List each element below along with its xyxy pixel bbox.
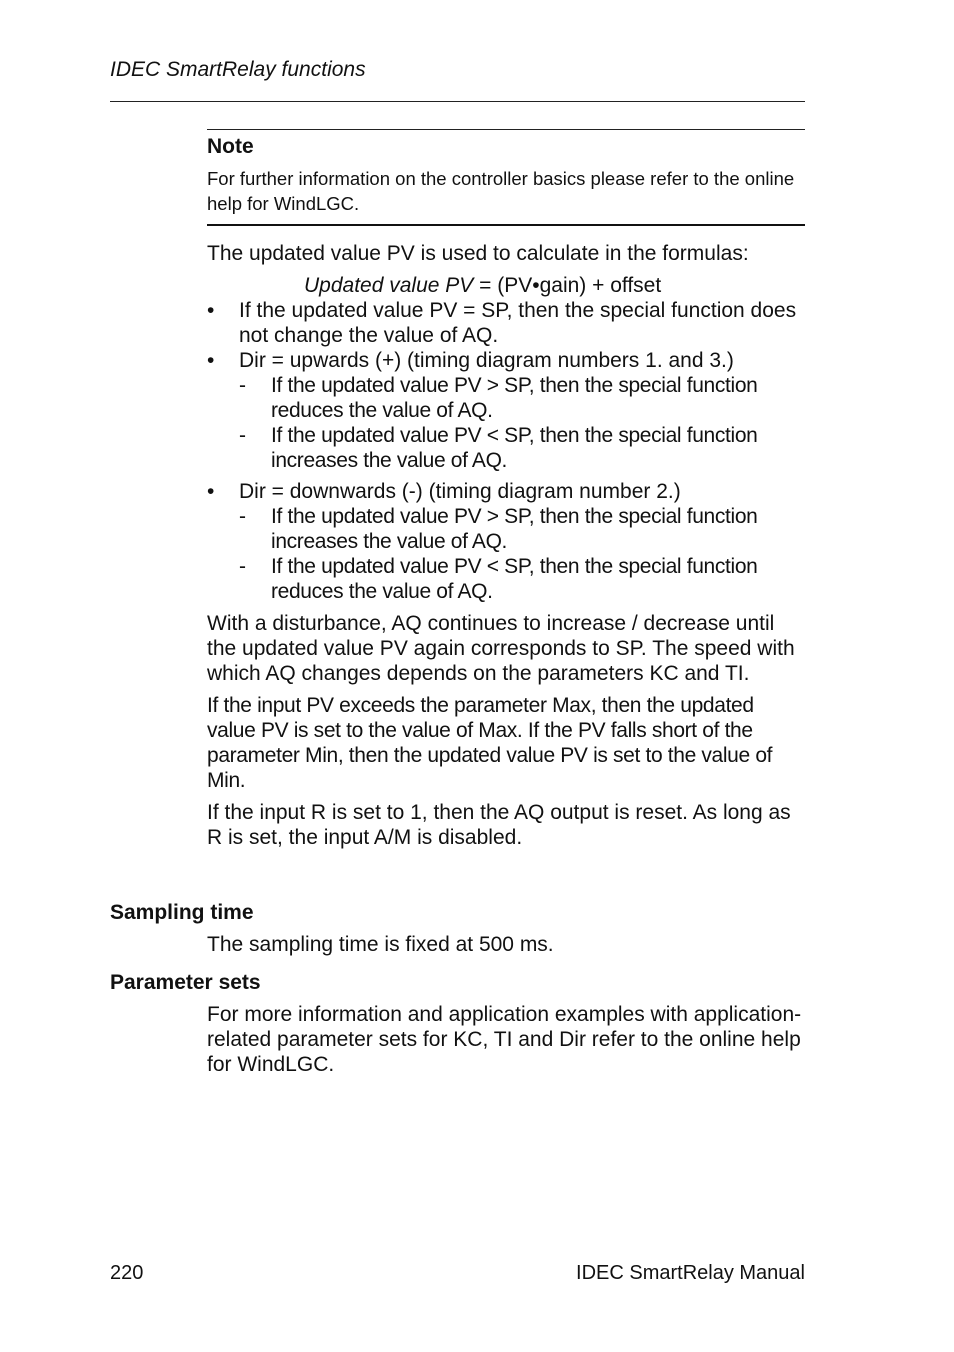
running-header: IDEC SmartRelay functions [110,58,366,81]
dash-mark: - [239,374,246,397]
sub-list-item [207,373,807,423]
bullet-mark: • [207,349,215,372]
dash-mark: - [239,424,246,447]
formula-label: Updated value PV [304,274,474,297]
sampling-time-heading: Sampling time [110,901,254,924]
note-box [207,129,805,226]
disturbance-paragraph: With a disturbance, AQ continues to increase / decrease until the updated value PV again corresponds to SP. The speed with which AQ changes depends on the parameters KC and TI. [207,612,795,685]
formula [207,273,807,298]
sub-item-text: If the updated value PV < SP, then the special function reduces the value of AQ. [271,555,758,603]
sub-item-text: If the updated value PV > SP, then the special function reduces the value of AQ. [271,374,758,422]
bullet-mark: • [207,299,215,322]
dash-mark: - [239,505,246,528]
dash-mark: - [239,555,246,578]
note-text: For further information on the controller basics please refer to the online help for WindLGC. [207,168,795,214]
header-divider [110,101,805,102]
manual-title: IDEC SmartRelay Manual [576,1262,805,1284]
sub-list-item [207,504,807,554]
bullet-mark: • [207,480,215,503]
main-content [207,241,807,857]
sub-item-text: If the updated value PV > SP, then the special function increases the value of AQ. [271,505,758,553]
reset-paragraph: If the input R is set to 1, then the AQ output is reset. As long as R is set, the input A/M is disabled. [207,801,791,849]
list-item [207,479,807,504]
bullet-text: Dir = upwards (+) (timing diagram numbers 1. and 3.) [239,349,734,372]
sampling-time-text: The sampling time is fixed at 500 ms. [207,933,554,956]
bullet-text: If the updated value PV = SP, then the special function does not change the value of AQ. [239,299,797,347]
parameter-sets-heading: Parameter sets [110,971,261,994]
limits-paragraph: If the input PV exceeds the parameter Max, then the updated value PV is set to the value of Max. If the PV falls short of the parameter Min, then the updated value PV is set to the value of Min. [207,694,773,792]
intro-paragraph: The updated value PV is used to calculate in the formulas: [207,242,749,265]
bullet-text: Dir = downwards (-) (timing diagram number 2.) [239,480,681,503]
sub-list-item [207,423,807,473]
list-item [207,348,807,373]
list-item [207,298,807,348]
formula-expression: = (PV•gain) + offset [473,274,662,297]
note-heading: Note [207,135,254,158]
page-number: 220 [110,1262,144,1284]
sub-list-item [207,554,807,604]
sub-item-text: If the updated value PV < SP, then the special function increases the value of AQ. [271,424,758,472]
parameter-sets-text: For more information and application examples with application-related parameter sets for KC, TI and Dir refer to the online help for WindLGC. [207,1003,802,1076]
